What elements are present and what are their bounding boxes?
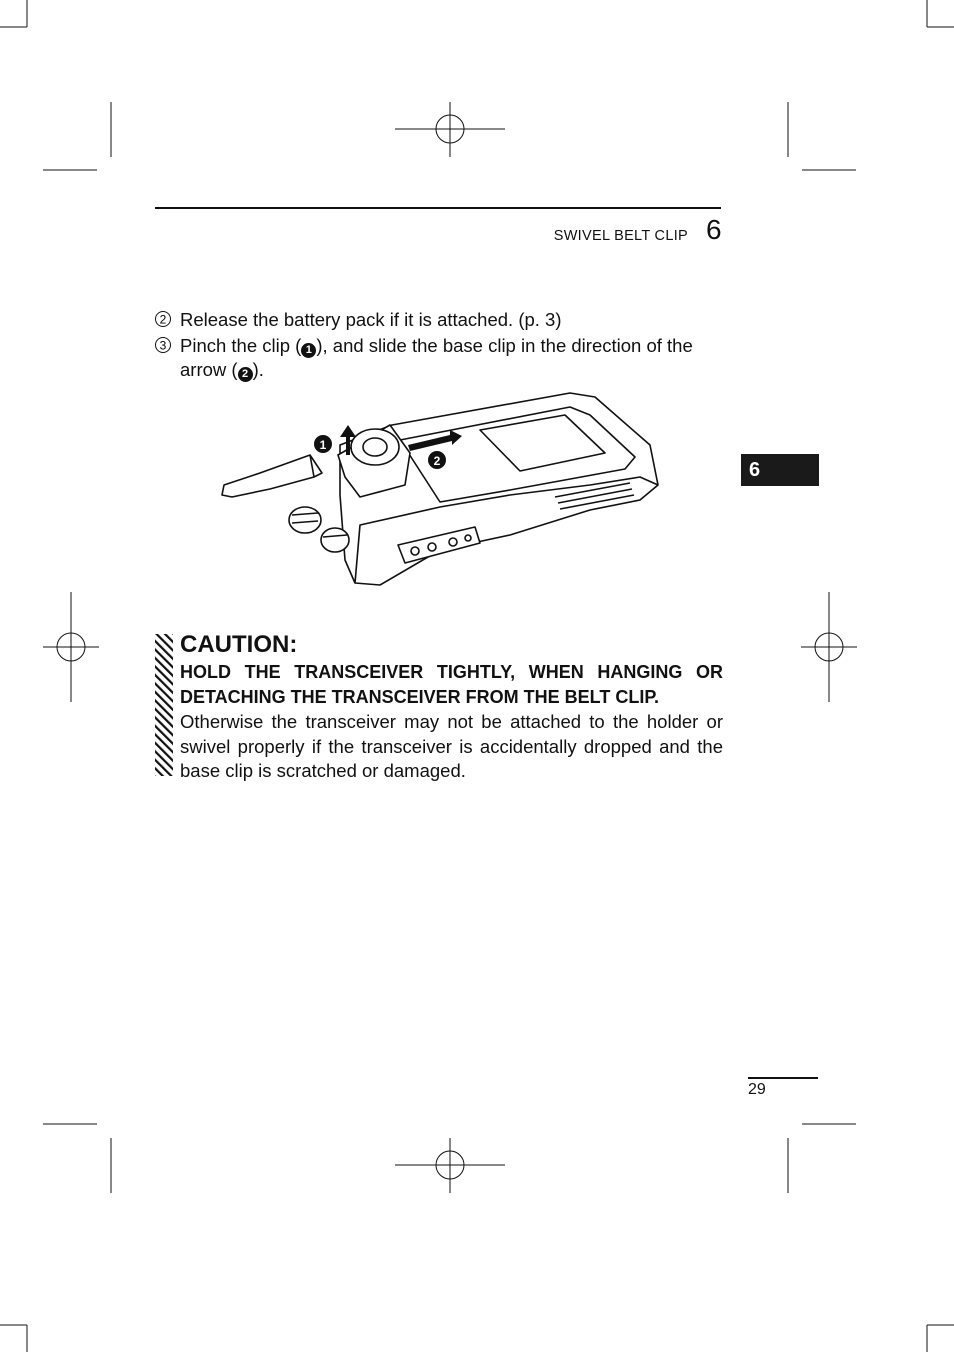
step-marker-circled — [155, 308, 180, 334]
callout-2-inline: 2 — [238, 367, 253, 382]
callout-2-label: 2 — [433, 454, 441, 468]
step-marker-circled — [155, 334, 180, 383]
instruction-steps — [155, 308, 723, 383]
caution-box — [155, 630, 723, 784]
svg-text:2: 2 — [159, 312, 167, 327]
caution-body — [180, 630, 723, 784]
footer-rule — [748, 1077, 818, 1079]
step-text: Pinch the clip ( 1 ), and slide the base clip in the direction of the arrow ( 2 ). — [180, 334, 693, 380]
callout-1-inline: 1 — [301, 343, 316, 358]
section-number: 6 — [706, 214, 722, 245]
transceiver-illustration — [210, 385, 670, 595]
chapter-tab-label: 6 — [749, 458, 761, 481]
section-title: SWIVEL BELT CLIP — [553, 228, 688, 244]
circled-number-icon — [155, 336, 173, 354]
circled-number-icon — [155, 310, 173, 328]
caution-title: CAUTION: — [180, 631, 298, 658]
step-text: Release the battery pack if it is attached. (p. 3) — [180, 309, 562, 330]
step-3 — [155, 334, 723, 383]
chapter-tab — [741, 454, 819, 486]
caution-text: Otherwise the transceiver may not be attached to the holder or swivel properly if the transceiver is accidentally dropped and the base clip is scratched or damaged. — [180, 711, 723, 781]
caution-hatch-icon — [155, 634, 173, 776]
header-rule — [155, 207, 721, 209]
callout-1-label: 1 — [319, 438, 327, 452]
svg-text:3: 3 — [159, 338, 167, 352]
caution-warning: HOLD THE TRANSCEIVER TIGHTLY, WHEN HANGING OR DETACHING THE TRANSCEIVER FROM THE BELT CLIP. — [180, 662, 723, 707]
page-number: 29 — [748, 1081, 766, 1098]
step-2 — [155, 308, 723, 334]
